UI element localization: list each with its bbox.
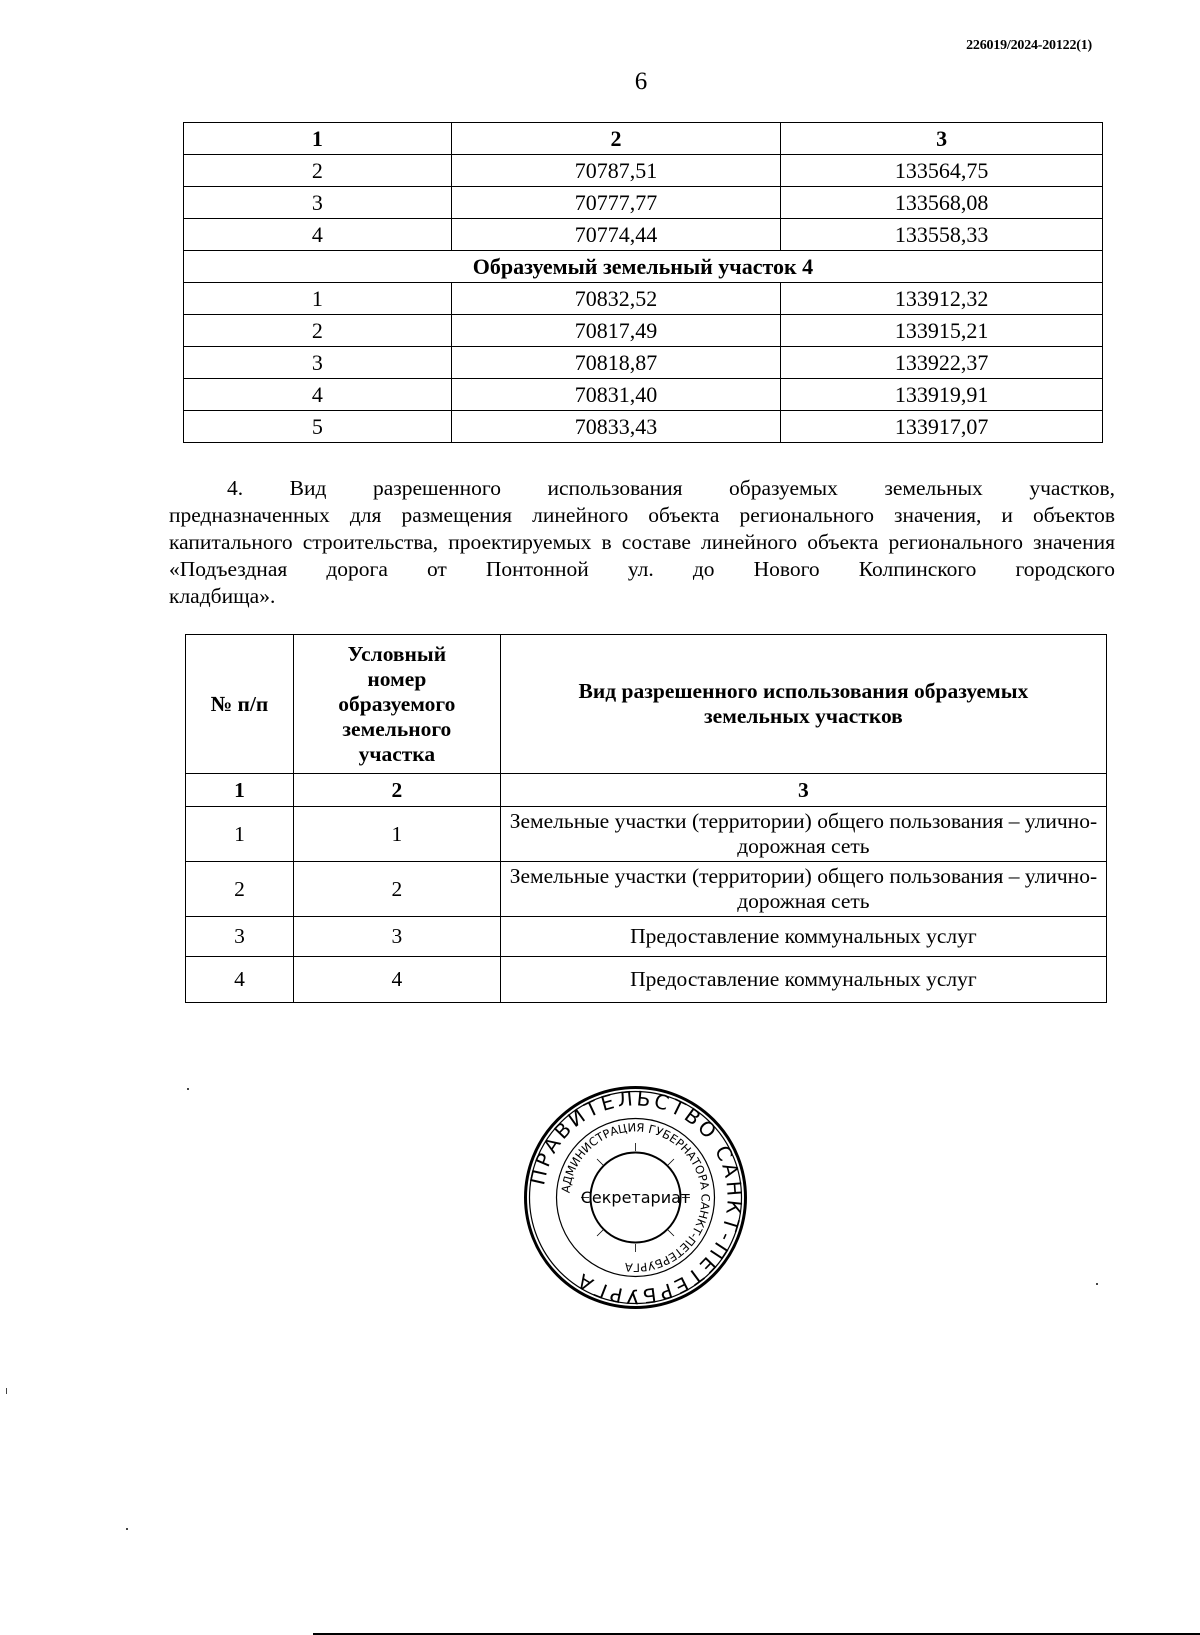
point-number: 2 [184, 315, 452, 347]
point-number: 1 [184, 283, 452, 315]
paragraph-last-line: кладбища». [169, 584, 276, 608]
x-coordinate: 70831,40 [451, 379, 781, 411]
coordinates-table [183, 122, 1103, 443]
x-coordinate: 70777,77 [451, 187, 781, 219]
table-row [184, 283, 1103, 315]
parcel-number: 3 [293, 917, 500, 957]
scan-speck [1096, 1283, 1098, 1285]
section-row [184, 251, 1103, 283]
header-number: № п/п [186, 635, 294, 774]
table-row [186, 807, 1107, 862]
table-row [186, 862, 1107, 917]
x-coordinate: 70817,49 [451, 315, 781, 347]
permitted-use: Предоставление коммунальных услуг [500, 917, 1106, 957]
table-row [184, 379, 1103, 411]
seal-inner-text: АДМИНИСТРАЦИЯ ГУБЕРНАТОРА САНКТ-ПЕТЕРБУРГА [558, 1120, 713, 1275]
x-coordinate: 70818,87 [451, 347, 781, 379]
table-header-row [184, 123, 1103, 155]
y-coordinate: 133915,21 [781, 315, 1103, 347]
table-row [186, 917, 1107, 957]
x-coordinate: 70833,43 [451, 411, 781, 443]
table-row [184, 219, 1103, 251]
paragraph-first-line: 4. Вид разрешенного использования образуемых земельных участков, [227, 476, 1115, 500]
document-number: 226019/2024-20122(1) [966, 38, 1092, 53]
header-cell: 3 [781, 123, 1103, 155]
header-parcel-number: Условный номер образуемого земельного участка [293, 635, 500, 774]
header-cell: 2 [451, 123, 781, 155]
column-index-row [186, 774, 1107, 807]
land-use-table [185, 634, 1107, 1003]
header-cell: 1 [184, 123, 452, 155]
row-number: 2 [186, 862, 294, 917]
x-coordinate: 70787,51 [451, 155, 781, 187]
x-coordinate: 70832,52 [451, 283, 781, 315]
y-coordinate: 133558,33 [781, 219, 1103, 251]
y-coordinate: 133917,07 [781, 411, 1103, 443]
y-coordinate: 133564,75 [781, 155, 1103, 187]
point-number: 2 [184, 155, 452, 187]
page-number: 6 [634, 68, 648, 95]
y-coordinate: 133912,32 [781, 283, 1103, 315]
row-number: 1 [186, 807, 294, 862]
table-row [186, 957, 1107, 1003]
point-number: 4 [184, 219, 452, 251]
table-row [184, 155, 1103, 187]
scan-speck [187, 1088, 189, 1090]
header-permitted-use: Вид разрешенного использования образуемых земельных участков [500, 635, 1106, 774]
paragraph-body: предназначенных для размещения линейного объекта регионального значения, и объектов капитального строительства, проектируемых в составе линейного объекта регионального значения «Подъездная дорога от Понтонной ул. до Нового Колпинского городского [169, 503, 1115, 581]
paragraph-4 [169, 475, 1115, 610]
table-row [184, 187, 1103, 219]
point-number: 4 [184, 379, 452, 411]
index-cell: 1 [186, 774, 294, 807]
section-title: Образуемый земельный участок 4 [184, 251, 1103, 283]
y-coordinate: 133568,08 [781, 187, 1103, 219]
permitted-use: Предоставление коммунальных услуг [500, 957, 1106, 1003]
parcel-number: 1 [293, 807, 500, 862]
index-cell: 3 [500, 774, 1106, 807]
y-coordinate: 133919,91 [781, 379, 1103, 411]
table-header-row [186, 635, 1107, 774]
permitted-use: Земельные участки (территории) общего пользования – улично-дорожная сеть [500, 807, 1106, 862]
row-number: 3 [186, 917, 294, 957]
scan-speck [6, 1388, 7, 1394]
table-row [184, 411, 1103, 443]
point-number: 5 [184, 411, 452, 443]
parcel-number: 4 [293, 957, 500, 1003]
index-cell: 2 [293, 774, 500, 807]
official-seal-stamp [523, 1085, 748, 1310]
point-number: 3 [184, 347, 452, 379]
scan-speck [126, 1528, 128, 1530]
table-row [184, 347, 1103, 379]
row-number: 4 [186, 957, 294, 1003]
permitted-use: Земельные участки (территории) общего пользования – улично-дорожная сеть [500, 862, 1106, 917]
table-row [184, 315, 1103, 347]
seal-center-text: Секретариат [580, 1188, 691, 1207]
x-coordinate: 70774,44 [451, 219, 781, 251]
seal-outer-text: ПРАВИТЕЛЬСТВО САНКТ-ПЕТЕРБУРГА [525, 1086, 747, 1309]
point-number: 3 [184, 187, 452, 219]
parcel-number: 2 [293, 862, 500, 917]
y-coordinate: 133922,37 [781, 347, 1103, 379]
